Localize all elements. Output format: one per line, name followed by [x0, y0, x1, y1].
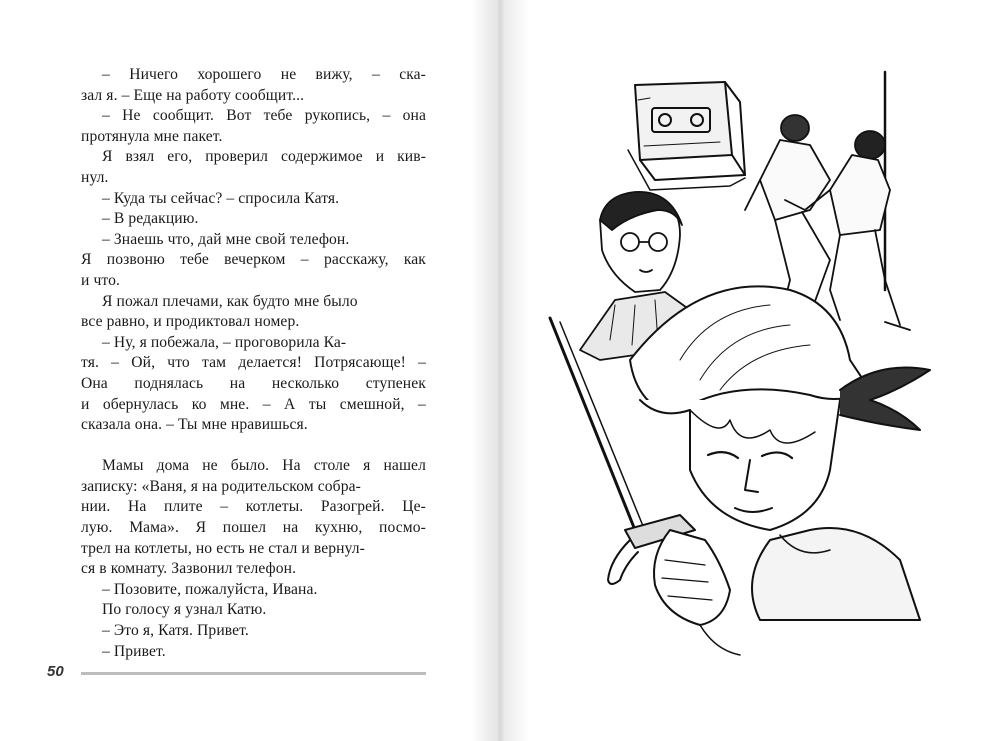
word: несколько — [271, 374, 340, 392]
left-page — [0, 0, 497, 741]
paragraph-gap — [81, 436, 426, 457]
word: Она — [81, 374, 108, 392]
word: Не — [122, 107, 141, 125]
text-line — [81, 395, 426, 416]
word: На — [282, 457, 301, 475]
text-line: – Ну, я побежала, – проговорила Ка- — [102, 333, 347, 351]
text-line: трел на котлеты, но есть не стал и вернул- — [81, 539, 365, 557]
text-line: – Это я, Катя. Привет. — [102, 622, 249, 640]
text-line: зал я. – Еще на работу сообщит... — [81, 86, 305, 104]
word: тебе — [180, 251, 209, 269]
word: посмо- — [379, 519, 426, 537]
text-line — [81, 65, 426, 86]
word: Я — [81, 251, 92, 269]
word: – — [262, 395, 271, 413]
illustration — [540, 60, 950, 660]
word: Ой, — [131, 354, 156, 372]
word: кухню, — [314, 519, 363, 537]
word: кив- — [397, 148, 426, 166]
footer-rule — [81, 672, 426, 675]
word: – — [418, 354, 426, 372]
word: Мама». — [129, 519, 179, 537]
text-line: – Знаешь что, дай мне свой телефон. — [102, 230, 350, 248]
word: ты — [308, 395, 327, 413]
text-line: – Привет. — [102, 642, 166, 660]
text-line: и что. — [81, 271, 120, 289]
word: на — [229, 374, 246, 392]
text-line: все равно, и продиктовал номер. — [81, 313, 300, 331]
word: и — [81, 395, 90, 413]
text-line: протянула мне пакет. — [81, 127, 223, 145]
word: что — [167, 354, 190, 372]
word: на — [282, 519, 299, 537]
word: Ничего — [129, 66, 178, 83]
word: столе — [313, 457, 351, 475]
word: его, — [167, 148, 193, 166]
word: – — [111, 354, 120, 372]
text-line: – Позовите, пожалуйста, Ивана. — [102, 580, 318, 598]
word: вижу, — [315, 66, 353, 83]
word: ступенек — [365, 374, 426, 392]
text-line: По голосу я узнал Катю. — [102, 601, 267, 619]
word: плите — [163, 498, 203, 516]
text-line — [81, 518, 426, 539]
text-line — [81, 353, 426, 374]
word: хорошего — [197, 66, 262, 83]
word: вечерком — [224, 251, 286, 269]
text-line — [81, 374, 426, 395]
word: дома — [156, 457, 190, 475]
cassette-icon — [628, 82, 745, 190]
word: пошел — [222, 519, 267, 537]
text-line — [81, 497, 426, 518]
word: ска- — [399, 66, 426, 83]
text-line — [81, 106, 426, 127]
text-line: – Куда ты сейчас? – спросила Катя. — [102, 189, 340, 207]
text-line: записку: «Ваня, я на родительском собра- — [81, 477, 361, 495]
word: – — [371, 66, 380, 83]
word: и — [375, 148, 385, 166]
word: Я — [102, 148, 113, 166]
word: делается! — [238, 354, 302, 372]
text-line — [81, 147, 426, 168]
word: А — [284, 395, 296, 413]
word: – — [382, 107, 391, 125]
word: Це- — [402, 498, 426, 516]
word: позвоню — [106, 251, 165, 269]
word: На — [127, 498, 147, 516]
text-line: Я пожал плечами, как будто мне было — [102, 292, 358, 310]
body-text — [81, 65, 426, 662]
page-number: 50 — [47, 663, 64, 680]
word: лую. — [81, 519, 113, 537]
word: Мамы — [102, 457, 144, 475]
word: взял — [125, 148, 155, 166]
text-line — [81, 250, 426, 271]
word: расскажу, — [323, 251, 389, 269]
word: было. — [230, 457, 270, 475]
word: сообщит. — [152, 107, 214, 125]
word: – — [102, 66, 110, 83]
word: – — [300, 251, 309, 269]
word: она — [402, 107, 426, 125]
word: я — [363, 457, 371, 475]
word: нашел — [383, 457, 426, 475]
word: рукопись, — [304, 107, 371, 125]
text-line: – В редакцию. — [102, 210, 199, 228]
word: Я — [195, 519, 207, 537]
word: не — [280, 66, 297, 83]
word: ко — [191, 395, 207, 413]
hand — [654, 530, 740, 655]
text-line: нул. — [81, 168, 109, 186]
word: Потрясающе! — [314, 354, 406, 372]
word: не — [202, 457, 218, 475]
word: Вот — [226, 107, 252, 125]
word: – — [418, 395, 426, 413]
text-line: сказала она. – Ты мне нравишься. — [81, 416, 308, 434]
book-gutter-shadow — [470, 0, 530, 741]
word: – — [102, 107, 110, 125]
word: Разогрей. — [320, 498, 385, 516]
word: поднялась — [134, 374, 204, 392]
word: там — [202, 354, 227, 372]
text-line — [81, 456, 426, 477]
text-line: ся в комнату. Зазвонил телефон. — [81, 560, 297, 578]
word: обернулась — [102, 395, 179, 413]
word: – — [220, 498, 229, 516]
word: проверил — [205, 148, 269, 166]
word: содержимое — [280, 148, 363, 166]
word: нии. — [81, 498, 111, 516]
word: котлеты. — [245, 498, 304, 516]
word: тя. — [81, 354, 99, 372]
word: смешной, — [339, 395, 405, 413]
word: тебе — [263, 107, 293, 125]
word: мне. — [219, 395, 250, 413]
word: как — [403, 251, 426, 269]
